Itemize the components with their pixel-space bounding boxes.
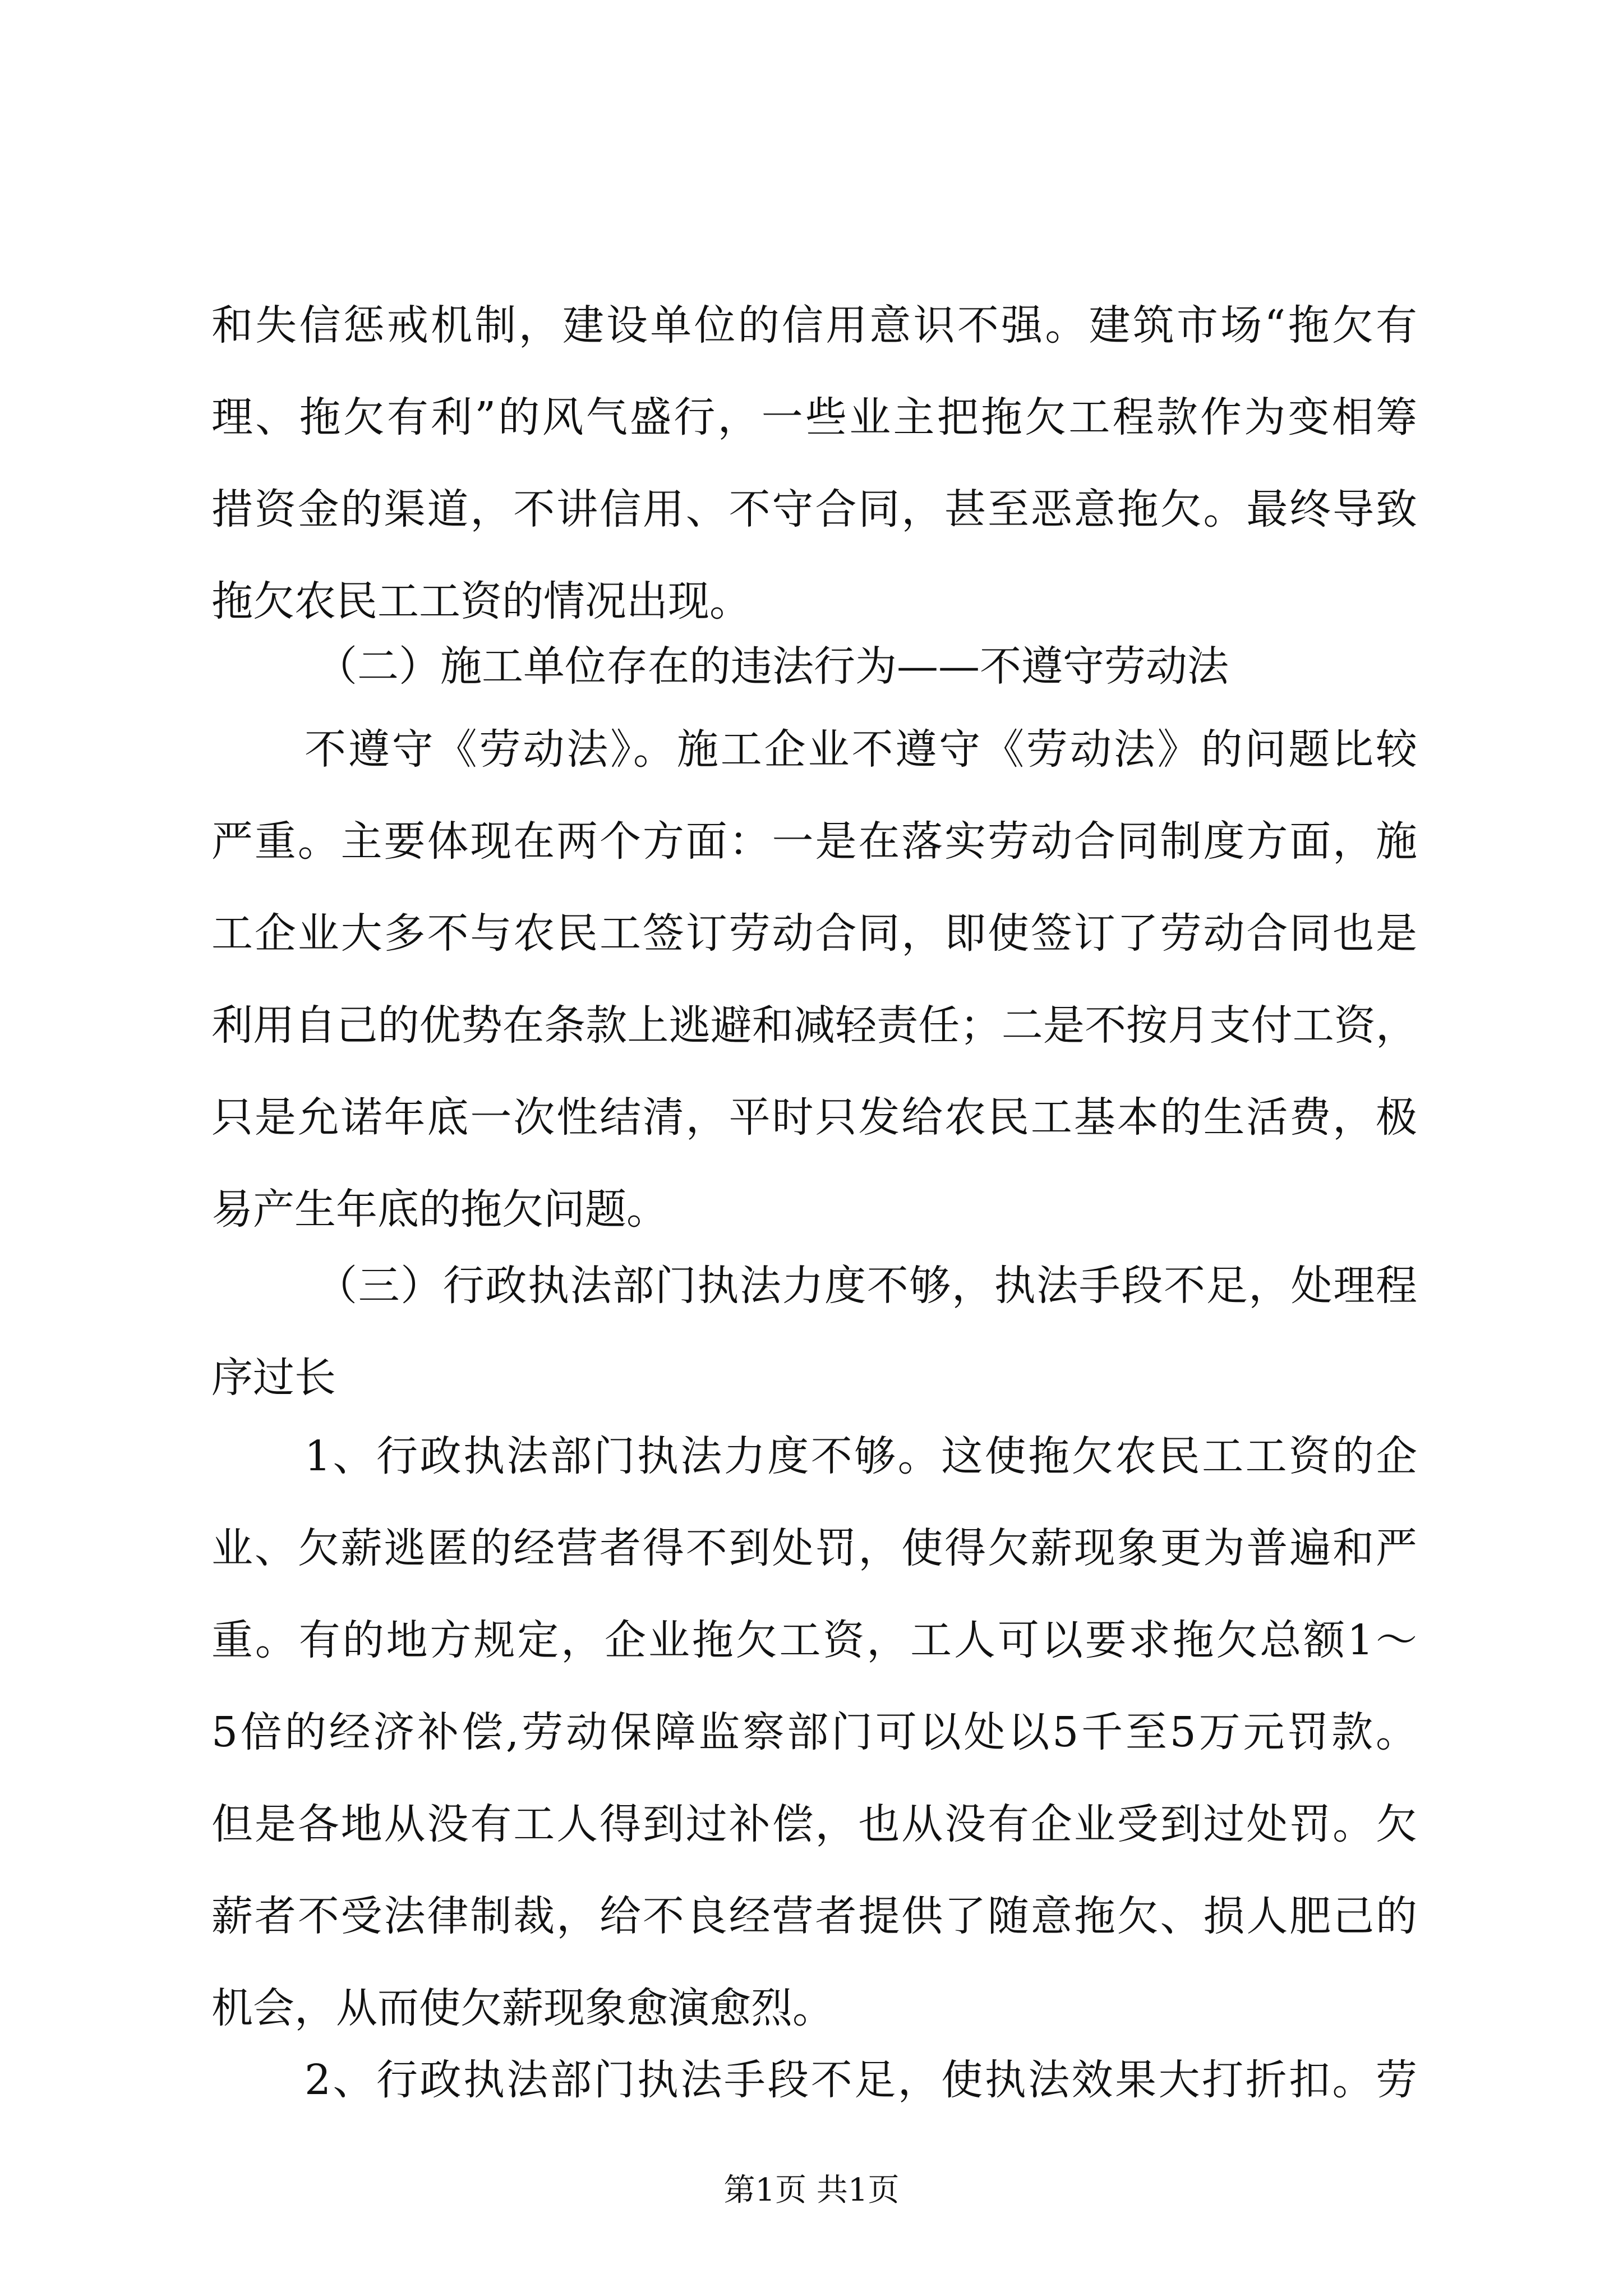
text-line: 重。有的地方规定，企业拖欠工资，工人可以要求拖欠总额1～	[211, 1616, 1417, 1664]
text-line: 措资金的渠道，不讲信用、不守合同，甚至恶意拖欠。最终导致	[211, 485, 1417, 533]
text-line: 和失信惩戒机制，建设单位的信用意识不强。建筑市场“拖欠有	[211, 301, 1417, 349]
text-line: 易产生年底的拖欠问题。	[211, 1185, 668, 1234]
text-line: 但是各地从没有工人得到过补偿，也从没有企业受到过处罚。欠	[211, 1800, 1417, 1848]
text-line: 不遵守《劳动法》。施工企业不遵守《劳动法》的问题比较	[305, 725, 1417, 774]
text-line: 只是允诺年底一次性结清，平时只发给农民工基本的生活费，极	[211, 1093, 1417, 1142]
section-heading: （二）施工单位存在的违法行为——不遵守劳动法	[316, 642, 1229, 691]
section-heading: （三）行政执法部门执法力度不够，执法手段不足，处理程	[316, 1262, 1417, 1310]
text-line: 薪者不受法律制裁，给不良经营者提供了随意拖欠、损人肥己的	[211, 1892, 1417, 1940]
section-heading-continuation: 序过长	[211, 1354, 336, 1402]
text-line: 1、行政执法部门执法力度不够。这使拖欠农民工工资的企	[305, 1432, 1417, 1480]
text-line: 利用自己的优势在条款上逃避和减轻责任；二是不按月支付工资，	[211, 1001, 1417, 1050]
text-line: 业、欠薪逃匿的经营者得不到处罚，使得欠薪现象更为普遍和严	[211, 1524, 1417, 1572]
text-line: 2、行政执法部门执法手段不足，使执法效果大打折扣。劳	[305, 2056, 1417, 2104]
text-line: 严重。主要体现在两个方面：一是在落实劳动合同制度方面，施	[211, 817, 1417, 866]
text-line: 5倍的经济补偿,劳动保障监察部门可以处以5千至5万元罚款。	[211, 1708, 1417, 1756]
text-line: 工企业大多不与农民工签订劳动合同，即使签订了劳动合同也是	[211, 909, 1417, 958]
text-line: 理、拖欠有利”的风气盛行，一些业主把拖欠工程款作为变相筹	[211, 393, 1417, 441]
text-line: 机会，从而使欠薪现象愈演愈烈。	[211, 1984, 834, 2032]
page-number-footer: 第1页 共1页	[723, 2172, 900, 2208]
text-line: 拖欠农民工工资的情况出现。	[211, 577, 751, 625]
